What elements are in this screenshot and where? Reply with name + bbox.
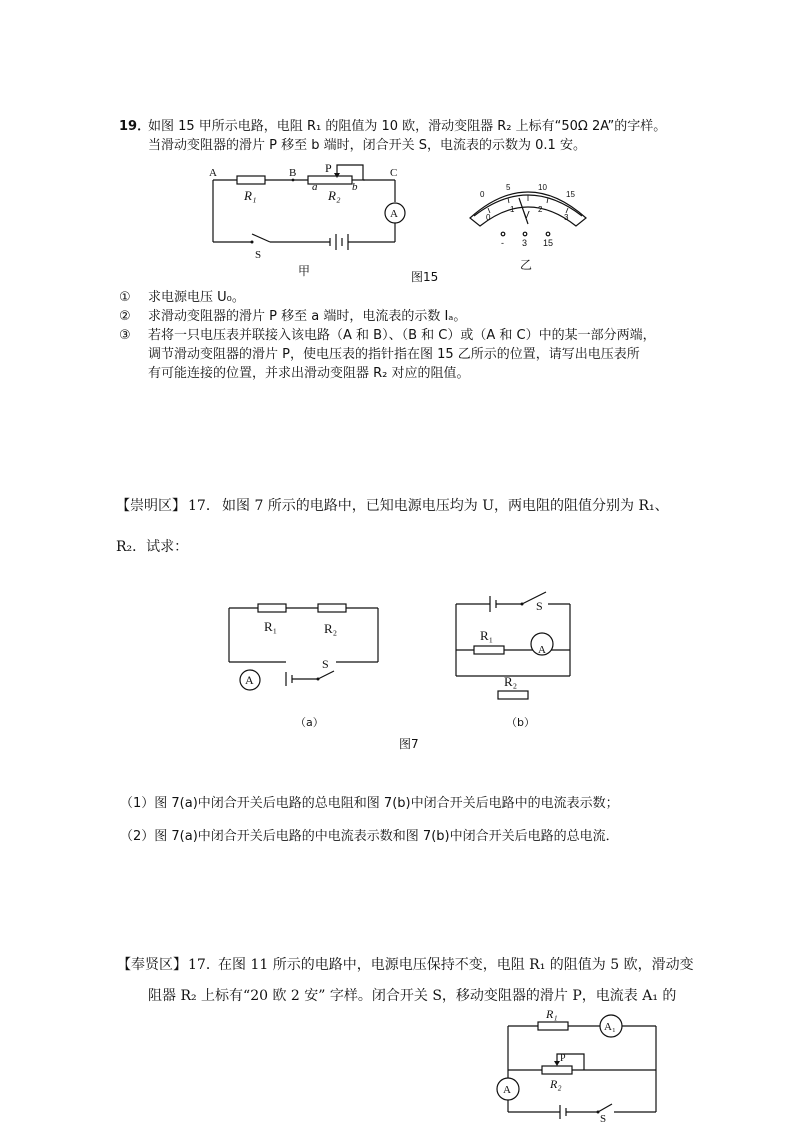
chongming-number: 17． [188,498,220,514]
fengxian-line1: 在图 11 所示的电路中，电源电压保持不变，电阻 R₁ 的阻值为 5 欧，滑动变 [218,957,694,973]
label-p-fx: P [560,1053,566,1064]
fengxian-line2: 阻器 R₂ 上标有“20 欧 2 安” 字样。闭合开关 S，移动变阻器的滑片 P，电流表 A₁ 的 [148,988,677,1004]
q19-item1-mark: ① [119,290,131,305]
scale-top-10: 10 [538,183,547,192]
label-r1-fx: R₁ [546,1007,558,1021]
label-end-b: b [352,181,358,193]
q19-item3-text: 若将一只电压表并联接入该电路（A 和 B）、（B 和 C）或（A 和 C）中的某一部分两端， [148,328,656,343]
label-r1-7b: R₁ [480,628,494,643]
caption-yi: 乙 [520,258,533,272]
chongming-tag: 【崇明区】 [116,498,186,514]
label-r1-7a: R₁ [264,619,278,634]
scale-bottom-3: 3 [564,213,569,222]
label-c-node: C [390,167,398,179]
label-p: P [325,161,332,175]
chongming-q1: （1）图 7(a)中闭合开关后电路的总电阻和图 7(b)中闭合开关后电路中的电流表示数； [120,796,619,811]
label-s: S [255,249,262,261]
q19-item3-mark: ③ [119,328,131,343]
q19-item3-line3: 有可能连接的位置，并求出滑动变阻器 R₂ 对应的阻值。 [148,366,470,381]
ammeter-label-7a: A [245,673,254,687]
figure-7-caption: 图7 [399,737,419,751]
label-s-7a: S [322,657,329,671]
caption-jia: 甲 [298,264,311,278]
voltmeter-symbol: V [523,210,530,221]
chongming-line1: 如图 7 所示的电路中，已知电源电压均为 U，两电阻的阻值分别为 R₁、 [222,498,669,514]
resistor-r1-fx [538,1022,568,1030]
ammeter-label-7b: A [538,644,546,656]
q19-item1-text: 求电源电压 U₀。 [148,290,245,305]
label-s-fx: S [600,1113,607,1123]
q19-stem-line2: 当滑动变阻器的滑片 P 移至 b 端时，闭合开关 S，电流表的示数为 0.1 安。 [148,138,586,153]
resistor-r1-7a [258,604,286,612]
terminal-minus: - [501,238,504,248]
scale-top-15: 15 [566,190,575,199]
label-r2-7b: R₂ [504,674,518,689]
rheostat-r2-fx [542,1066,572,1074]
ammeter-label: A [390,208,398,220]
scale-top-5: 5 [506,183,511,192]
resistor-r2-7b [498,691,528,699]
q19-number: 19． [119,119,151,134]
label-r2: R₂ [328,188,341,203]
figure-7b-circuit [452,588,582,698]
q19-stem-line1: 如图 15 甲所示电路，电阻 R₁ 的阻值为 10 欧，滑动变阻器 R₂ 上标有“50Ω 2A”的字样。 [148,119,667,134]
chongming-q2: （2）图 7(a)中闭合开关后电路的中电流表示数和图 7(b)中闭合开关后电路的总电流． [120,829,619,844]
label-end-a: a [312,181,318,193]
ammeter-a-fx-label: A [503,1084,511,1096]
figure-15-caption: 图15 [411,270,439,284]
figure-15-yi-voltmeter [468,178,588,248]
scale-bottom-0: 0 [486,213,491,222]
resistor-r2-7a [318,604,346,612]
fengxian-number: 17． [188,957,220,973]
q19-item2-text: 求滑动变阻器的滑片 P 移至 a 端时，电流表的示数 Iₐ。 [148,309,467,324]
q19-item2-mark: ② [119,309,131,324]
resistor-r1-7b [474,646,504,654]
switch-7a [318,671,334,679]
figure-11-circuit [494,1007,664,1123]
caption-7a: （a） [295,716,324,729]
resistor-r1 [237,176,265,184]
label-s-7b: S [536,599,543,613]
label-r2-7a: R₂ [324,621,338,636]
switch-s [252,234,270,242]
scale-bottom-2: 2 [538,205,543,214]
label-a-node: A [209,167,217,179]
label-r2-fx: R₂ [550,1077,562,1091]
caption-7b: （b） [506,716,535,729]
scale-top-0: 0 [480,190,485,199]
figure-7a-circuit [226,598,386,698]
ammeter-a1-label: A₁ [604,1021,616,1033]
fengxian-tag: 【奉贤区】 [117,957,187,973]
label-b-node: B [289,167,297,179]
q19-item3-line2: 调节滑动变阻器的滑片 P，使电压表的指针指在图 15 乙所示的位置，请写出电压表所 [148,347,640,362]
switch-fx [598,1104,612,1112]
terminal-3: 3 [522,238,528,248]
scale-bottom-1: 1 [510,205,515,214]
terminal-15: 15 [543,238,554,248]
chongming-line2: R₂．试求： [116,539,189,555]
label-r1: R₁ [244,188,257,203]
figure-15-jia-circuit [200,162,430,262]
